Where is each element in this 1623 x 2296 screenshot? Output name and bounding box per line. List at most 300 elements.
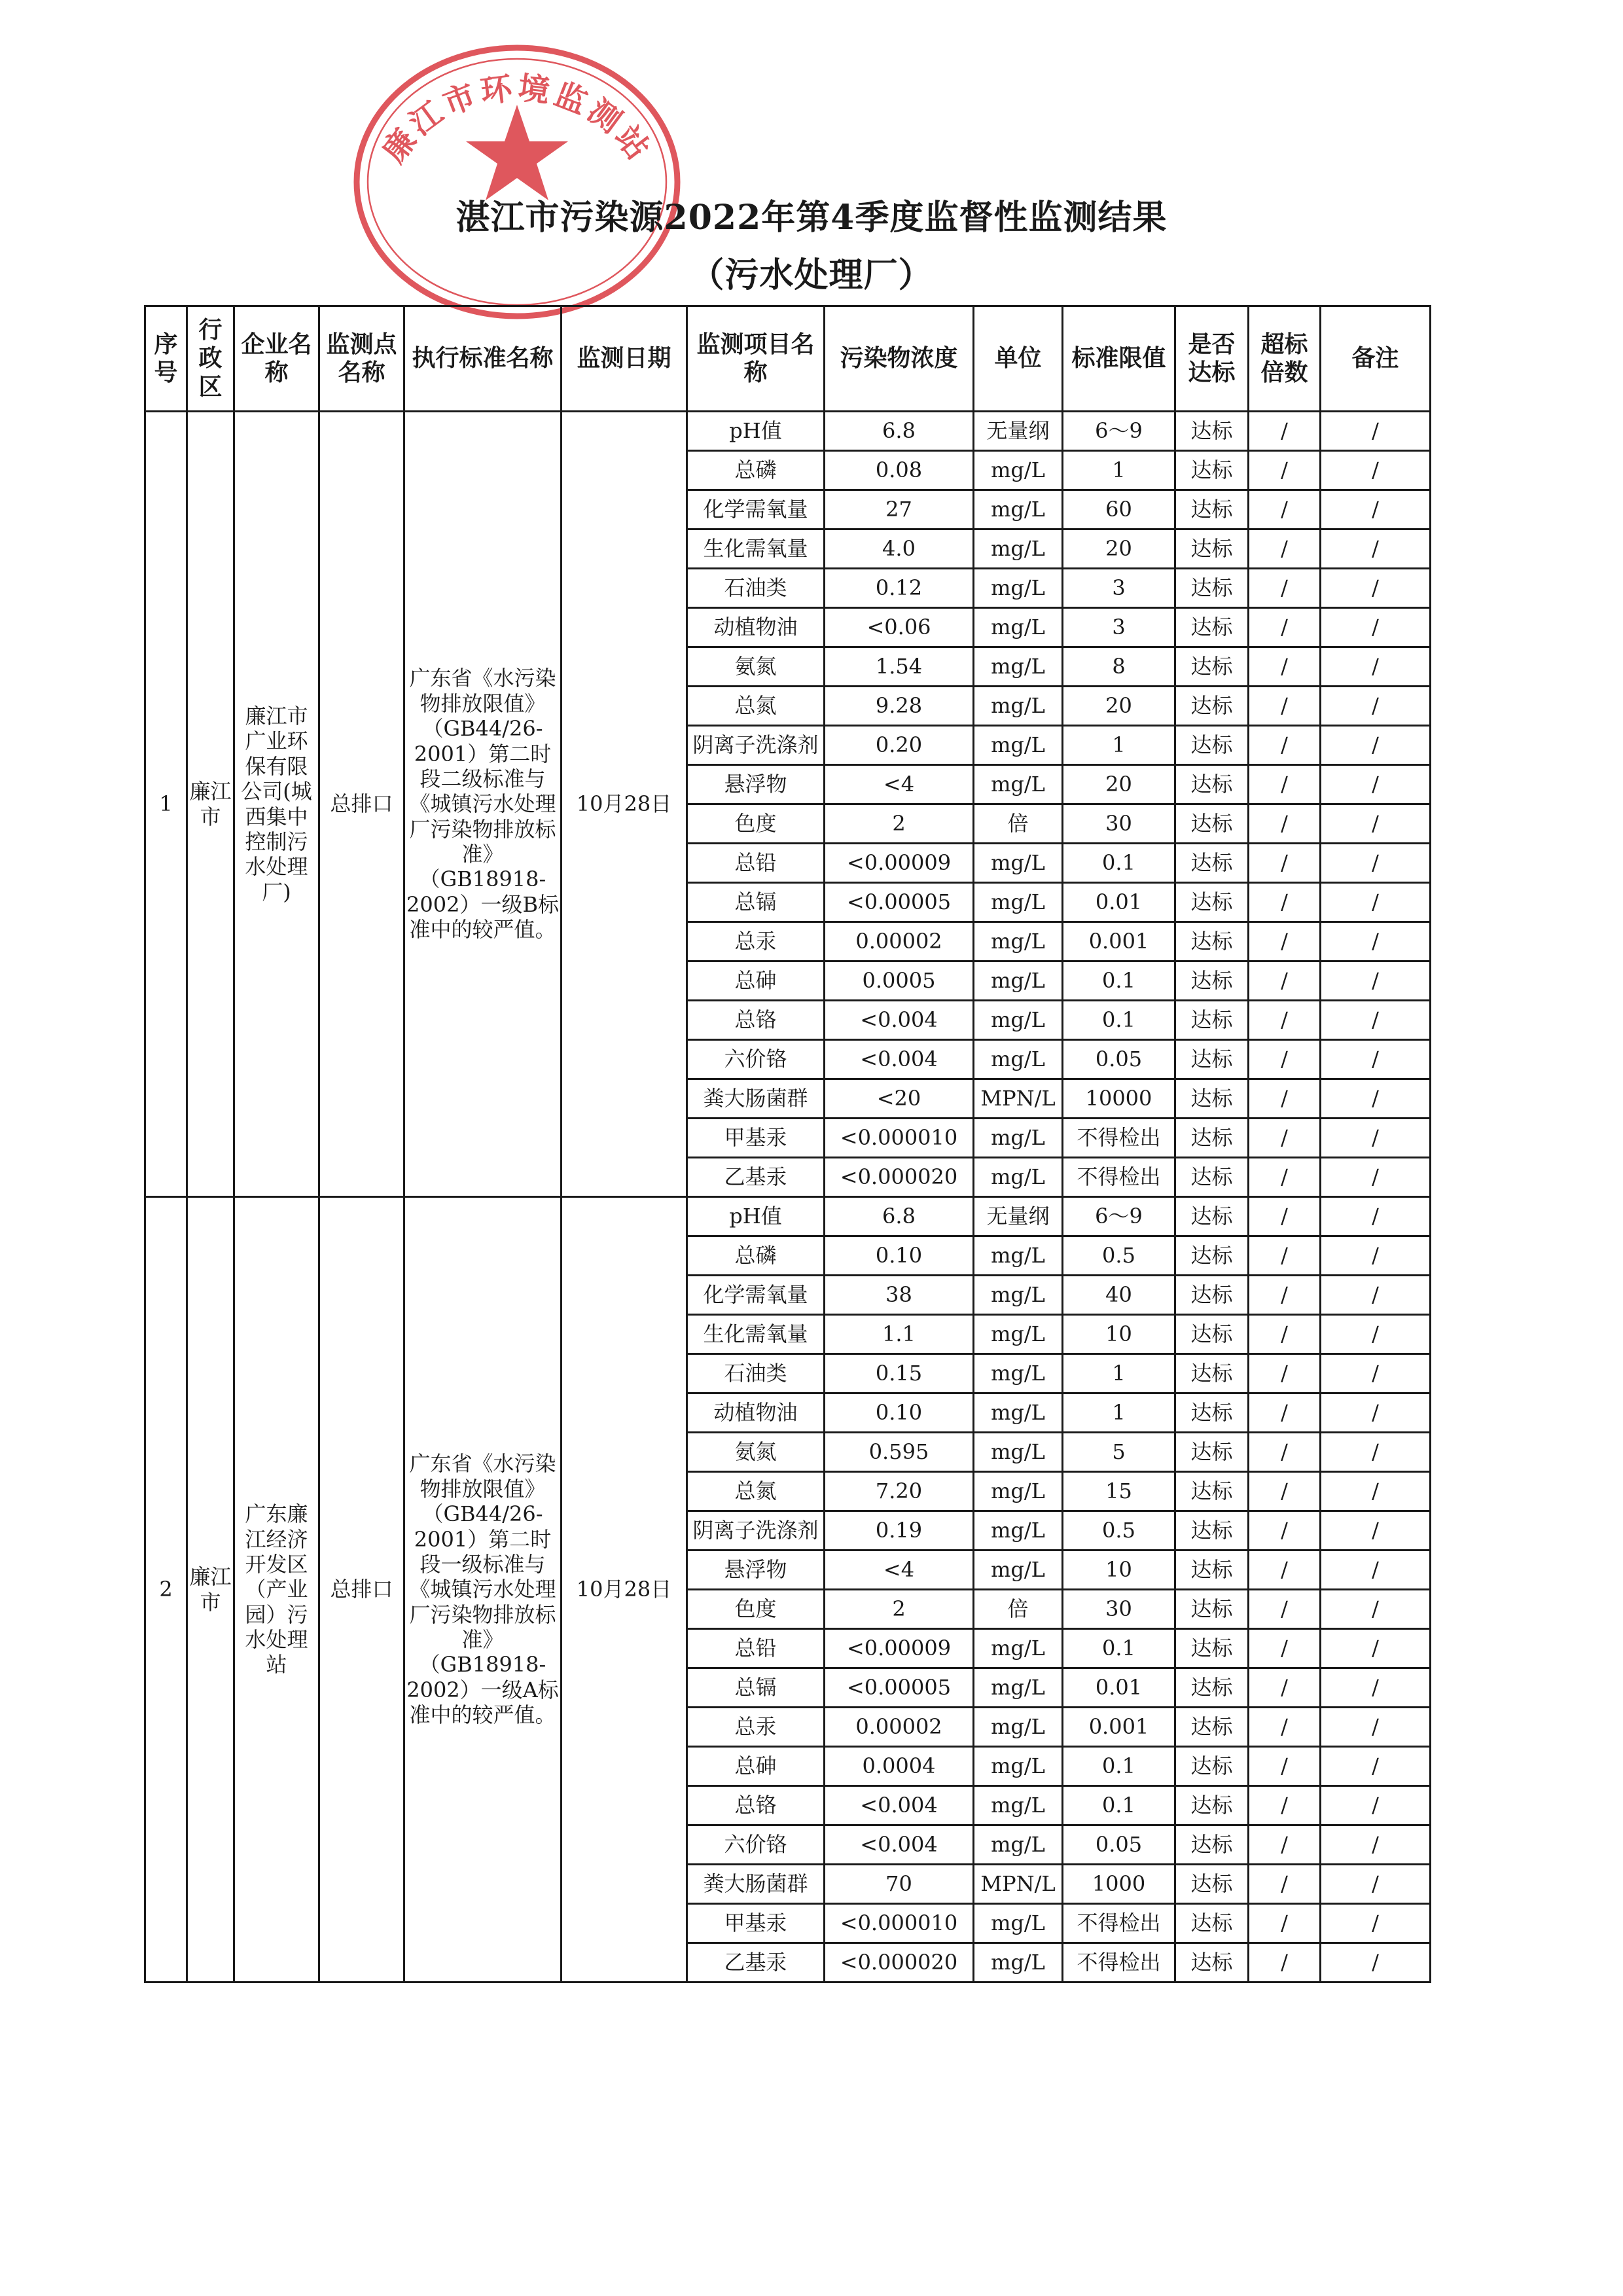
exceed-cell: / (1249, 490, 1321, 529)
ok-cell: 达标 (1175, 1943, 1249, 1982)
note-cell: / (1321, 1236, 1431, 1276)
ok-cell: 达标 (1175, 1236, 1249, 1276)
page-subtitle: （污水处理厂） (690, 255, 933, 295)
note-cell: / (1321, 1040, 1431, 1079)
ok-cell: 达标 (1175, 1629, 1249, 1668)
exceed-cell: / (1249, 451, 1321, 490)
exceed-cell: / (1249, 1001, 1321, 1040)
header-unit: 单位 (974, 306, 1063, 412)
ok-cell: 达标 (1175, 726, 1249, 765)
limit-cell: 6～9 (1063, 412, 1175, 451)
ok-cell: 达标 (1175, 1119, 1249, 1158)
exceed-cell: / (1249, 1040, 1321, 1079)
table-header-row (145, 306, 1431, 412)
ok-cell: 达标 (1175, 922, 1249, 961)
exceed-cell: / (1249, 1079, 1321, 1119)
header-point: 监测点名称 (319, 306, 404, 412)
header-ok: 是否达标 (1175, 306, 1249, 412)
conc-cell: <0.00009 (825, 1629, 974, 1668)
item-cell: 动植物油 (687, 1393, 825, 1433)
note-cell: / (1321, 961, 1431, 1001)
item-cell: 六价铬 (687, 1825, 825, 1865)
note-cell: / (1321, 1786, 1431, 1825)
seal-star-icon (466, 105, 568, 200)
note-cell: / (1321, 804, 1431, 844)
unit-cell: mg/L (974, 1629, 1063, 1668)
ok-cell: 达标 (1175, 1276, 1249, 1315)
limit-cell: 0.5 (1063, 1236, 1175, 1276)
date-cell: 10月28日 (562, 1197, 687, 1982)
header-district: 行政区 (187, 306, 234, 412)
exceed-cell: / (1249, 1511, 1321, 1551)
page-title: 湛江市污染源2022年第4季度监督性监测结果 (455, 198, 1168, 238)
note-cell: / (1321, 1276, 1431, 1315)
ok-cell: 达标 (1175, 844, 1249, 883)
limit-cell: 30 (1063, 804, 1175, 844)
exceed-cell: / (1249, 1119, 1321, 1158)
unit-cell: mg/L (974, 883, 1063, 922)
unit-cell: 倍 (974, 804, 1063, 844)
ok-cell: 达标 (1175, 687, 1249, 726)
unit-cell: mg/L (974, 844, 1063, 883)
limit-cell: 0.1 (1063, 1629, 1175, 1668)
unit-cell: mg/L (974, 1747, 1063, 1786)
unit-cell: mg/L (974, 1354, 1063, 1393)
limit-cell: 0.1 (1063, 844, 1175, 883)
unit-cell: mg/L (974, 687, 1063, 726)
company-cell: 廉江市广业环保有限公司(城西集中控制污水处理厂) (234, 412, 319, 1197)
monitoring-results-table (144, 305, 1431, 1983)
item-cell: 粪大肠菌群 (687, 1079, 825, 1119)
exceed-cell: / (1249, 1786, 1321, 1825)
conc-cell: 0.10 (825, 1393, 974, 1433)
item-cell: 化学需氧量 (687, 1276, 825, 1315)
note-cell: / (1321, 765, 1431, 804)
note-cell: / (1321, 1354, 1431, 1393)
item-cell: 氨氮 (687, 1433, 825, 1472)
note-cell: / (1321, 687, 1431, 726)
note-cell: / (1321, 1708, 1431, 1747)
conc-cell: <0.000010 (825, 1119, 974, 1158)
exceed-cell: / (1249, 1158, 1321, 1197)
unit-cell: mg/L (974, 1472, 1063, 1511)
conc-cell: 9.28 (825, 687, 974, 726)
note-cell: / (1321, 1668, 1431, 1708)
note-cell: / (1321, 922, 1431, 961)
point-cell: 总排口 (319, 412, 404, 1197)
header-standard: 执行标准名称 (404, 306, 562, 412)
conc-cell: <0.00009 (825, 844, 974, 883)
ok-cell: 达标 (1175, 412, 1249, 451)
unit-cell: mg/L (974, 1040, 1063, 1079)
limit-cell: 1 (1063, 1393, 1175, 1433)
header-limit: 标准限值 (1063, 306, 1175, 412)
limit-cell: 20 (1063, 529, 1175, 569)
limit-cell: 15 (1063, 1472, 1175, 1511)
ok-cell: 达标 (1175, 490, 1249, 529)
item-cell: pH值 (687, 412, 825, 451)
unit-cell: mg/L (974, 1158, 1063, 1197)
conc-cell: 38 (825, 1276, 974, 1315)
item-cell: 化学需氧量 (687, 490, 825, 529)
limit-cell: 40 (1063, 1276, 1175, 1315)
note-cell: / (1321, 1079, 1431, 1119)
conc-cell: <0.004 (825, 1040, 974, 1079)
item-cell: 生化需氧量 (687, 1315, 825, 1354)
conc-cell: 2 (825, 804, 974, 844)
conc-cell: 1.1 (825, 1315, 974, 1354)
item-cell: 粪大肠菌群 (687, 1865, 825, 1904)
item-cell: 总铅 (687, 844, 825, 883)
unit-cell: mg/L (974, 451, 1063, 490)
unit-cell: mg/L (974, 1001, 1063, 1040)
date-cell: 10月28日 (562, 412, 687, 1197)
ok-cell: 达标 (1175, 1393, 1249, 1433)
item-cell: 总氮 (687, 687, 825, 726)
ok-cell: 达标 (1175, 569, 1249, 608)
note-cell: / (1321, 1393, 1431, 1433)
ok-cell: 达标 (1175, 1001, 1249, 1040)
company-cell: 广东廉江经济开发区（产业园）污水处理站 (234, 1197, 319, 1982)
district-cell: 廉江市 (187, 1197, 234, 1982)
conc-cell: <0.00005 (825, 1668, 974, 1708)
exceed-cell: / (1249, 1747, 1321, 1786)
item-cell: 色度 (687, 804, 825, 844)
conc-cell: 0.20 (825, 726, 974, 765)
ok-cell: 达标 (1175, 1668, 1249, 1708)
ok-cell: 达标 (1175, 1708, 1249, 1747)
table-row (145, 1197, 1431, 1236)
item-cell: 生化需氧量 (687, 529, 825, 569)
limit-cell: 3 (1063, 608, 1175, 647)
exceed-cell: / (1249, 647, 1321, 687)
header-seq: 序号 (145, 306, 187, 412)
conc-cell: <0.000020 (825, 1158, 974, 1197)
item-cell: pH值 (687, 1197, 825, 1236)
ok-cell: 达标 (1175, 883, 1249, 922)
limit-cell: 5 (1063, 1433, 1175, 1472)
item-cell: 总磷 (687, 1236, 825, 1276)
conc-cell: <0.00005 (825, 883, 974, 922)
note-cell: / (1321, 1315, 1431, 1354)
exceed-cell: / (1249, 529, 1321, 569)
unit-cell: MPN/L (974, 1079, 1063, 1119)
exceed-cell: / (1249, 1825, 1321, 1865)
note-cell: / (1321, 1825, 1431, 1865)
conc-cell: <0.06 (825, 608, 974, 647)
exceed-cell: / (1249, 1236, 1321, 1276)
exceed-cell: / (1249, 569, 1321, 608)
ok-cell: 达标 (1175, 1551, 1249, 1590)
limit-cell: 0.5 (1063, 1511, 1175, 1551)
limit-cell: 3 (1063, 569, 1175, 608)
exceed-cell: / (1249, 1354, 1321, 1393)
limit-cell: 0.01 (1063, 883, 1175, 922)
unit-cell: mg/L (974, 569, 1063, 608)
point-cell: 总排口 (319, 1197, 404, 1982)
exceed-cell: / (1249, 1668, 1321, 1708)
exceed-cell: / (1249, 1904, 1321, 1943)
limit-cell: 0.05 (1063, 1040, 1175, 1079)
note-cell: / (1321, 883, 1431, 922)
item-cell: 总氮 (687, 1472, 825, 1511)
exceed-cell: / (1249, 804, 1321, 844)
item-cell: 乙基汞 (687, 1943, 825, 1982)
unit-cell: mg/L (974, 1433, 1063, 1472)
note-cell: / (1321, 1433, 1431, 1472)
limit-cell: 0.1 (1063, 1747, 1175, 1786)
exceed-cell: / (1249, 726, 1321, 765)
ok-cell: 达标 (1175, 1079, 1249, 1119)
conc-cell: <0.004 (825, 1786, 974, 1825)
unit-cell: 无量纲 (974, 1197, 1063, 1236)
conc-cell: <0.000010 (825, 1904, 974, 1943)
ok-cell: 达标 (1175, 1433, 1249, 1472)
conc-cell: 0.12 (825, 569, 974, 608)
header-item: 监测项目名称 (687, 306, 825, 412)
item-cell: 色度 (687, 1590, 825, 1629)
header-company: 企业名称 (234, 306, 319, 412)
limit-cell: 不得检出 (1063, 1904, 1175, 1943)
conc-cell: 6.8 (825, 412, 974, 451)
ok-cell: 达标 (1175, 1197, 1249, 1236)
unit-cell: mg/L (974, 1119, 1063, 1158)
table-body (145, 412, 1431, 1982)
exceed-cell: / (1249, 1276, 1321, 1315)
note-cell: / (1321, 1629, 1431, 1668)
ok-cell: 达标 (1175, 451, 1249, 490)
ok-cell: 达标 (1175, 1786, 1249, 1825)
unit-cell: mg/L (974, 1315, 1063, 1354)
exceed-cell: / (1249, 844, 1321, 883)
ok-cell: 达标 (1175, 1825, 1249, 1865)
limit-cell: 20 (1063, 765, 1175, 804)
conc-cell: 0.0005 (825, 961, 974, 1001)
limit-cell: 0.05 (1063, 1825, 1175, 1865)
header-note: 备注 (1321, 306, 1431, 412)
item-cell: 总铅 (687, 1629, 825, 1668)
note-cell: / (1321, 529, 1431, 569)
conc-cell: 70 (825, 1865, 974, 1904)
conc-cell: 0.08 (825, 451, 974, 490)
unit-cell: mg/L (974, 1825, 1063, 1865)
limit-cell: 1 (1063, 1354, 1175, 1393)
note-cell: / (1321, 1590, 1431, 1629)
item-cell: 总汞 (687, 922, 825, 961)
ok-cell: 达标 (1175, 608, 1249, 647)
unit-cell: mg/L (974, 1943, 1063, 1982)
note-cell: / (1321, 1001, 1431, 1040)
ok-cell: 达标 (1175, 1865, 1249, 1904)
limit-cell: 0.1 (1063, 1786, 1175, 1825)
conc-cell: 0.00002 (825, 1708, 974, 1747)
item-cell: 甲基汞 (687, 1119, 825, 1158)
note-cell: / (1321, 1197, 1431, 1236)
unit-cell: mg/L (974, 1668, 1063, 1708)
note-cell: / (1321, 412, 1431, 451)
limit-cell: 不得检出 (1063, 1158, 1175, 1197)
unit-cell: mg/L (974, 961, 1063, 1001)
unit-cell: mg/L (974, 1551, 1063, 1590)
note-cell: / (1321, 490, 1431, 529)
ok-cell: 达标 (1175, 1354, 1249, 1393)
note-cell: / (1321, 1511, 1431, 1551)
conc-cell: <0.004 (825, 1825, 974, 1865)
conc-cell: <0.000020 (825, 1943, 974, 1982)
item-cell: 总镉 (687, 883, 825, 922)
exceed-cell: / (1249, 1629, 1321, 1668)
conc-cell: <20 (825, 1079, 974, 1119)
note-cell: / (1321, 844, 1431, 883)
header-date: 监测日期 (562, 306, 687, 412)
unit-cell: mg/L (974, 1511, 1063, 1551)
conc-cell: 0.00002 (825, 922, 974, 961)
unit-cell: MPN/L (974, 1865, 1063, 1904)
item-cell: 甲基汞 (687, 1904, 825, 1943)
note-cell: / (1321, 1747, 1431, 1786)
item-cell: 悬浮物 (687, 765, 825, 804)
note-cell: / (1321, 569, 1431, 608)
item-cell: 阴离子洗涤剂 (687, 1511, 825, 1551)
item-cell: 乙基汞 (687, 1158, 825, 1197)
conc-cell: 0.10 (825, 1236, 974, 1276)
item-cell: 动植物油 (687, 608, 825, 647)
note-cell: / (1321, 726, 1431, 765)
note-cell: / (1321, 1904, 1431, 1943)
limit-cell: 不得检出 (1063, 1943, 1175, 1982)
note-cell: / (1321, 1551, 1431, 1590)
exceed-cell: / (1249, 1943, 1321, 1982)
item-cell: 石油类 (687, 1354, 825, 1393)
exceed-cell: / (1249, 1590, 1321, 1629)
exceed-cell: / (1249, 1551, 1321, 1590)
ok-cell: 达标 (1175, 1511, 1249, 1551)
limit-cell: 1 (1063, 451, 1175, 490)
note-cell: / (1321, 608, 1431, 647)
conc-cell: 27 (825, 490, 974, 529)
ok-cell: 达标 (1175, 1040, 1249, 1079)
exceed-cell: / (1249, 922, 1321, 961)
unit-cell: mg/L (974, 1236, 1063, 1276)
ok-cell: 达标 (1175, 1747, 1249, 1786)
note-cell: / (1321, 647, 1431, 687)
limit-cell: 20 (1063, 687, 1175, 726)
ok-cell: 达标 (1175, 1590, 1249, 1629)
unit-cell: mg/L (974, 647, 1063, 687)
seq-cell: 2 (145, 1197, 187, 1982)
conc-cell: <4 (825, 1551, 974, 1590)
limit-cell: 30 (1063, 1590, 1175, 1629)
exceed-cell: / (1249, 1197, 1321, 1236)
note-cell: / (1321, 1158, 1431, 1197)
ok-cell: 达标 (1175, 765, 1249, 804)
ok-cell: 达标 (1175, 1904, 1249, 1943)
limit-cell: 10000 (1063, 1079, 1175, 1119)
seq-cell: 1 (145, 412, 187, 1197)
limit-cell: 1 (1063, 726, 1175, 765)
limit-cell: 0.001 (1063, 922, 1175, 961)
unit-cell: mg/L (974, 490, 1063, 529)
exceed-cell: / (1249, 883, 1321, 922)
conc-cell: 0.595 (825, 1433, 974, 1472)
item-cell: 六价铬 (687, 1040, 825, 1079)
exceed-cell: / (1249, 1865, 1321, 1904)
limit-cell: 60 (1063, 490, 1175, 529)
note-cell: / (1321, 1119, 1431, 1158)
exceed-cell: / (1249, 412, 1321, 451)
ok-cell: 达标 (1175, 529, 1249, 569)
unit-cell: 无量纲 (974, 412, 1063, 451)
conc-cell: 0.19 (825, 1511, 974, 1551)
item-cell: 总铬 (687, 1786, 825, 1825)
conc-cell: 0.0004 (825, 1747, 974, 1786)
standard-cell: 广东省《水污染物排放限值》（GB44/26-2001）第二时段二级标准与《城镇污水处理厂污染物排放标准》（GB18918-2002）一级B标准中的较严值。 (404, 412, 562, 1197)
item-cell: 总铬 (687, 1001, 825, 1040)
unit-cell: mg/L (974, 529, 1063, 569)
item-cell: 总镉 (687, 1668, 825, 1708)
note-cell: / (1321, 1865, 1431, 1904)
unit-cell: mg/L (974, 1904, 1063, 1943)
exceed-cell: / (1249, 687, 1321, 726)
conc-cell: <4 (825, 765, 974, 804)
conc-cell: 2 (825, 1590, 974, 1629)
table-row (145, 412, 1431, 451)
item-cell: 氨氮 (687, 647, 825, 687)
unit-cell: mg/L (974, 1393, 1063, 1433)
limit-cell: 6～9 (1063, 1197, 1175, 1236)
note-cell: / (1321, 1943, 1431, 1982)
conc-cell: 7.20 (825, 1472, 974, 1511)
limit-cell: 0.1 (1063, 961, 1175, 1001)
seal-text: 廉江市环境监测站 (375, 69, 659, 170)
ok-cell: 达标 (1175, 804, 1249, 844)
unit-cell: mg/L (974, 726, 1063, 765)
unit-cell: mg/L (974, 1786, 1063, 1825)
ok-cell: 达标 (1175, 1472, 1249, 1511)
unit-cell: mg/L (974, 1276, 1063, 1315)
limit-cell: 10 (1063, 1551, 1175, 1590)
item-cell: 总磷 (687, 451, 825, 490)
exceed-cell: / (1249, 1433, 1321, 1472)
exceed-cell: / (1249, 1708, 1321, 1747)
unit-cell: mg/L (974, 922, 1063, 961)
ok-cell: 达标 (1175, 1158, 1249, 1197)
conc-cell: 0.15 (825, 1354, 974, 1393)
limit-cell: 0.01 (1063, 1668, 1175, 1708)
unit-cell: 倍 (974, 1590, 1063, 1629)
exceed-cell: / (1249, 1315, 1321, 1354)
exceed-cell: / (1249, 961, 1321, 1001)
note-cell: / (1321, 1472, 1431, 1511)
limit-cell: 0.001 (1063, 1708, 1175, 1747)
conc-cell: 4.0 (825, 529, 974, 569)
conc-cell: 6.8 (825, 1197, 974, 1236)
header-conc: 污染物浓度 (825, 306, 974, 412)
unit-cell: mg/L (974, 608, 1063, 647)
unit-cell: mg/L (974, 765, 1063, 804)
limit-cell: 0.1 (1063, 1001, 1175, 1040)
limit-cell: 1000 (1063, 1865, 1175, 1904)
item-cell: 总砷 (687, 1747, 825, 1786)
exceed-cell: / (1249, 765, 1321, 804)
exceed-cell: / (1249, 1393, 1321, 1433)
district-cell: 廉江市 (187, 412, 234, 1197)
unit-cell: mg/L (974, 1708, 1063, 1747)
standard-cell: 广东省《水污染物排放限值》（GB44/26-2001）第二时段一级标准与《城镇污水处理厂污染物排放标准》（GB18918-2002）一级A标准中的较严值。 (404, 1197, 562, 1982)
conc-cell: <0.004 (825, 1001, 974, 1040)
exceed-cell: / (1249, 1472, 1321, 1511)
ok-cell: 达标 (1175, 961, 1249, 1001)
